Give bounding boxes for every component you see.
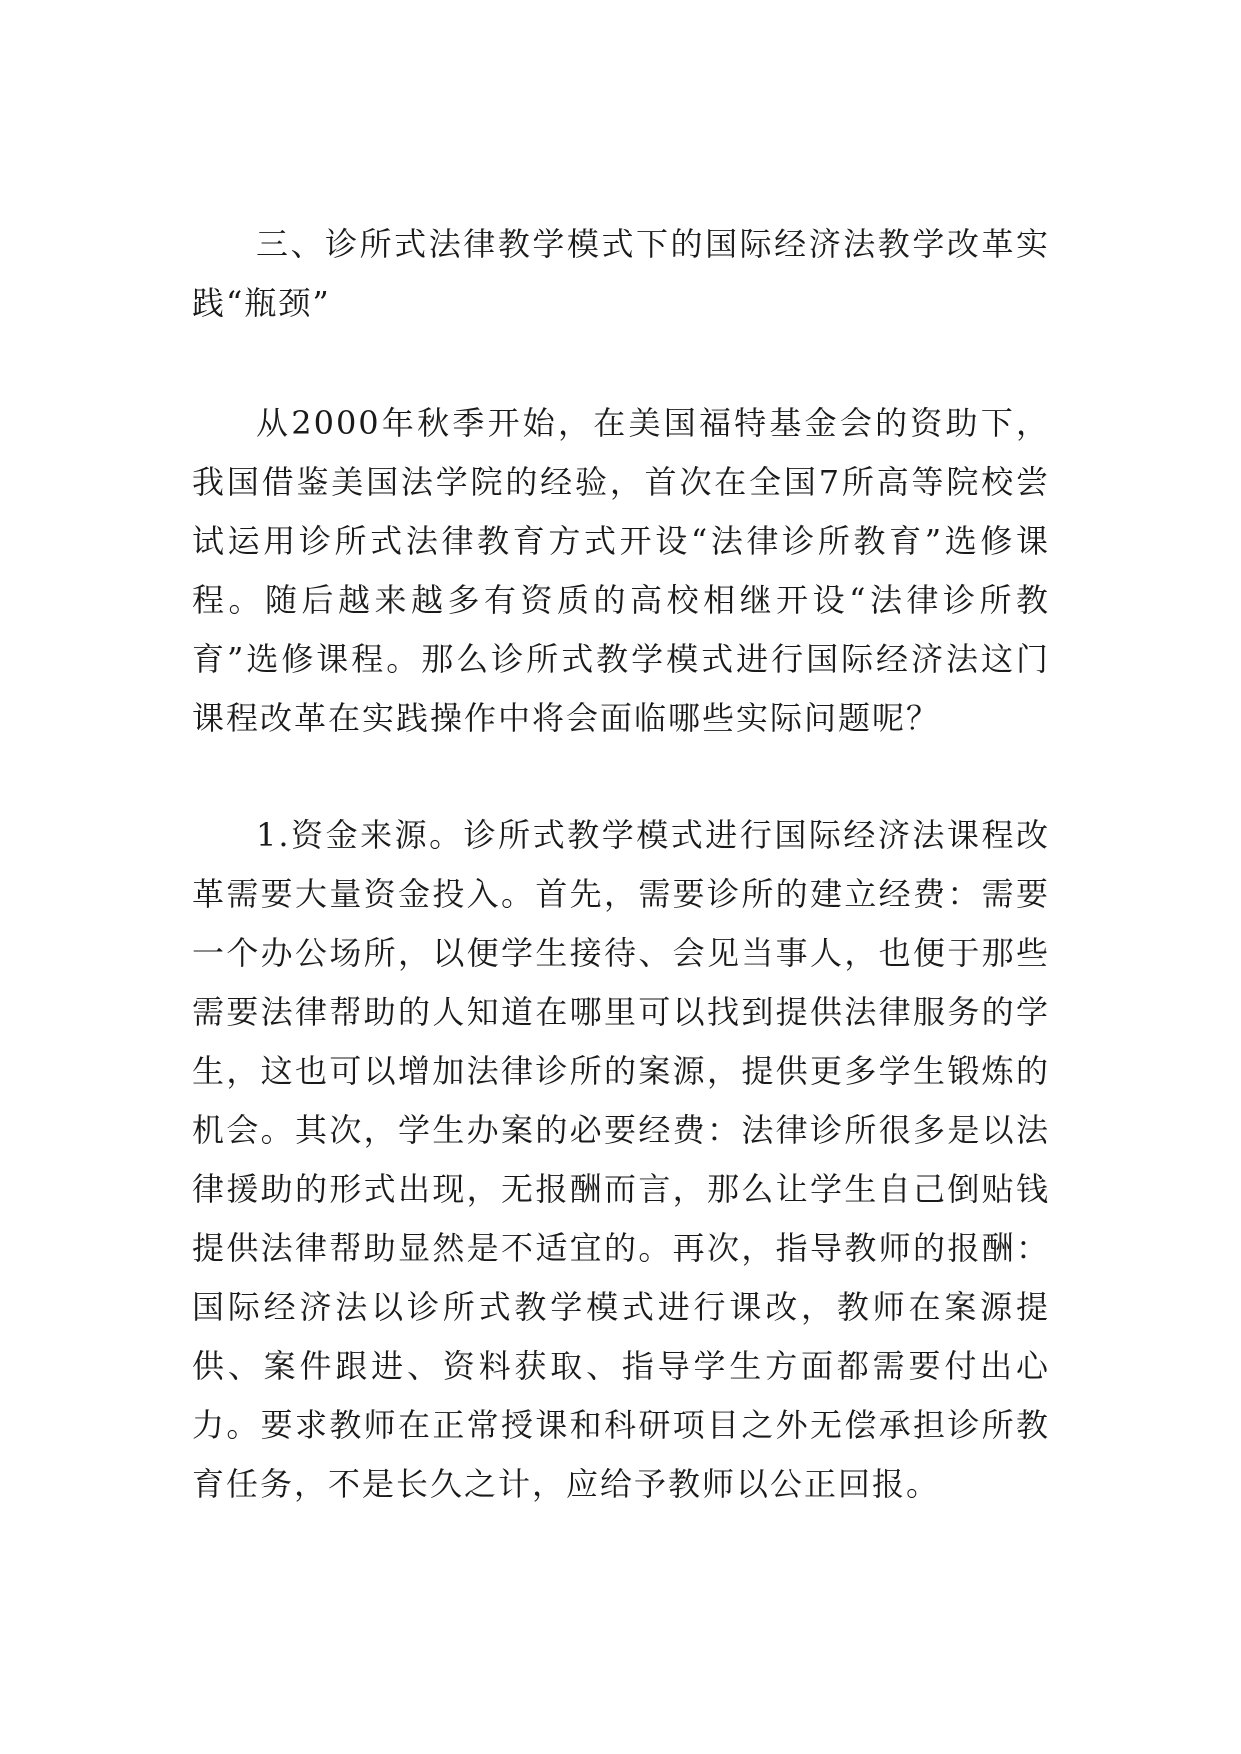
section-heading: 三、诊所式法律教学模式下的国际经济法教学改革实践“瓶颈” [192,225,1050,322]
document-body [192,215,1050,1514]
paragraph-funding: 1.资金来源。诊所式教学模式进行国际经济法课程改革需要大量资金投入。首先，需要诊所的建立经费：需要一个办公场所，以便学生接待、会见当事人，也便于那些需要法律帮助的人知道在哪里可以找到提供法律服务的学生，这也可以增加法律诊所的案源，提供更多学生锻炼的机会。其次，学生办案的必要经费：法律诊所很多是以法律援助的形式出现，无报酬而言，那么让学生自己倒贴钱提供法律帮助显然是不适宜的。再次，指导教师的报酬：国际经济法以诊所式教学模式进行课改，教师在案源提供、案件跟进、资料获取、指导学生方面都需要付出心力。要求教师在正常授课和科研项目之外无偿承担诊所教育任务，不是长久之计，应给予教师以公正回报。 [192,816,1050,1503]
paragraph-intro: 从2000年秋季开始，在美国福特基金会的资助下，我国借鉴美国法学院的经验，首次在全国7所高等院校尝试运用诊所式法律教育方式开设“法律诊所教育”选修课程。随后越来越多有资质的高校相继开设“法律诊所教育”选修课程。那么诊所式教学模式进行国际经济法这门课程改革在实践操作中将会面临哪些实际问题呢？ [192,404,1050,737]
